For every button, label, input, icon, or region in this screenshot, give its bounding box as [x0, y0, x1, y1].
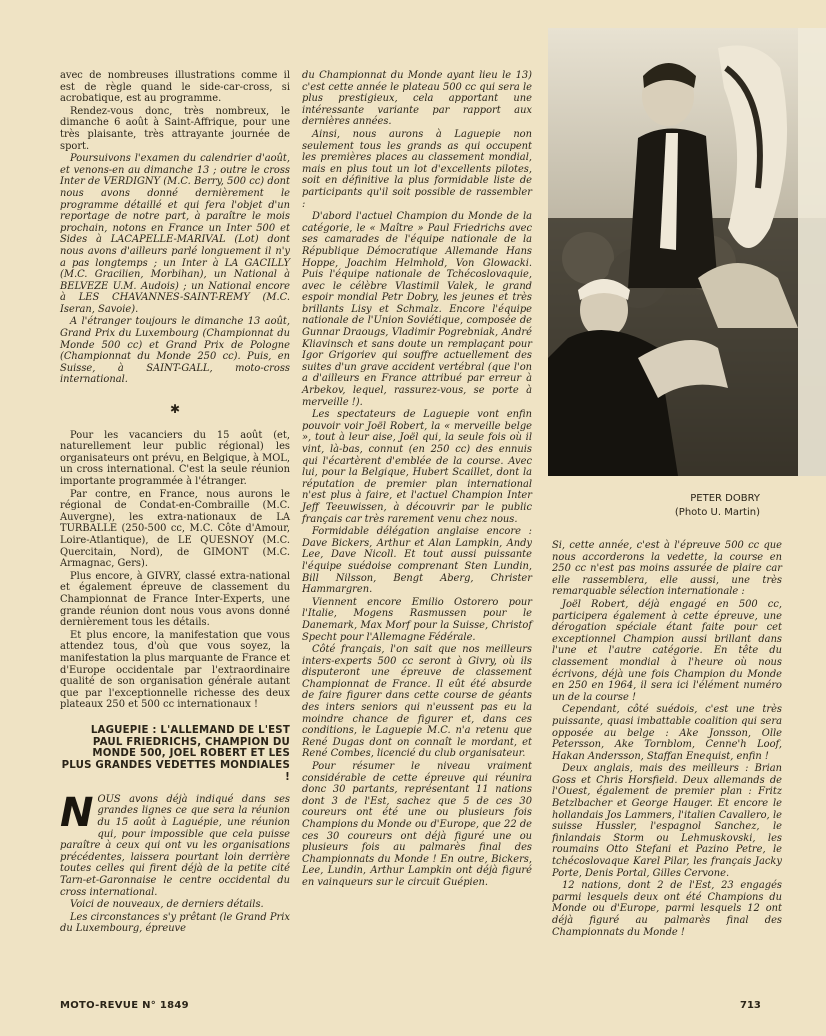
section-headline: LAGUEPIE : L'ALLEMAND DE L'EST PAUL FRIEDRICHS, CHAMPION DU MONDE 500, JOEL ROBERT ET LES PLUS GRANDES VEDETTES MONDIALES !: [61, 724, 290, 784]
paragraph: du Championnat du Monde ayant lieu le 13) c'est cette année le plateau 500 cc qui sera le plus prestigieux, cela apportant une intéressante variante par rapport aux dernières années.: [302, 70, 532, 128]
paragraph: D'abord l'actuel Champion du Monde de la catégorie, le « Maître » Paul Friedrichs avec ses camarades de l'équipe nationale de la République Démocratique Allemande Hans Hoppe, Joachim Helmhold, Von Glowacki. Puis l'équipe nationale de Tchécoslovaquie, avec le célèbre Vlastimil Valek, le grand espoir mondial Petr Dobry, les jeunes et très brillants Lisy et Schmalz. Encore l'équipe nationale de l'Union Soviétique, composée de Gunnar Draougs, Vladimir Pogrebniak, André Kliavinsch et sans doute un remplaçant pour Igor Grigoriev qui souffre actuellement des suites d'un grave accident vertébral (que l'on a d'ailleurs en France attribué par erreur à Arbekov, lequel, rassurez-vous, se porte à merveille !).: [302, 211, 532, 408]
paragraph: Côté français, l'on sait que nos meilleurs inters-experts 500 cc seront à Givry, où ils disputeront une épreuve de classement Championnat de France. Il eût été absurde de faire figurer dans cette course de géants des inters seniors qui n'eussent pas eu la moindre chance de figurer et, dans ces conditions, le Laguepie M.C. n'a retenu que René Dugas dont on connaît le mordant, et René Combes, licencié du club organisateur.: [302, 644, 532, 760]
caption-name: PETER DOBRY: [690, 493, 760, 504]
paragraph: avec de nombreuses illustrations comme il est de règle quand le side-car-cross, si acrobatique, est au programme.: [60, 70, 290, 105]
paragraph: Joël Robert, déjà engagé en 500 cc, participera également à cette épreuve, une dérogation spéciale étant faite pour cet exceptionnel Champion aussi brillant dans l'une et l'autre catégorie. En tête du classement mondial à l'heure où nous écrivons, déjà une fois Champion du Monde en 250 en 1964, il sera ici l'élément numéro un de la course !: [552, 598, 782, 703]
footer-page-number: 713: [740, 1000, 761, 1011]
footer-magazine-issue: MOTO-REVUE N° 1849: [60, 1000, 189, 1011]
article-column-1: [60, 70, 290, 936]
article-column-2: [302, 70, 532, 890]
paragraph: Voici de nouveaux, de derniers détails.: [70, 899, 264, 911]
paragraph: Plus encore, à GIVRY, classé extra-national et également épreuve de classement du Championnat de France Inter-Experts, une grande réunion dont nous vous avons donné dernièrement tous les détails.: [60, 570, 290, 629]
paragraph: [60, 789, 290, 898]
star-separator-icon: ✱: [169, 402, 181, 417]
paragraph: A l'étranger toujours le dimanche 13 août, Grand Prix du Luxembourg (Championnat du Monde 500 cc) et Grand Prix de Pologne (Championnat du Monde 250 cc). Puis, en Suisse, à SAINT-GALL, moto-cross international.: [60, 316, 290, 386]
drop-cap: N: [60, 789, 94, 836]
paragraph: Par contre, en France, nous aurons le régional de Condat-en-Combraille (M.C. Auvergne), les extra-nationaux de LA TURBALLE (250-500 cc, M.C. Côte d'Amour, Loire-Atlantique), de LE QUESNOY (M.C. Quercitain, Nord), de GIMONT (M.C. Armagnac, Gers).: [60, 488, 290, 570]
caption-credit: (Photo U. Martin): [674, 507, 760, 518]
paragraph: Ainsi, nous aurons à Laguepie non seulement tous les grands as qui occupent les premières places au classement mondial, mais en plus tout un lot d'excellents pilotes, soit en définitive la plus formidable liste de participants qu'il soit possible de rassembler :: [302, 128, 532, 210]
paragraph: Si, cette année, c'est à l'épreuve 500 cc que nous accorderons la vedette, la course en 250 cc n'est pas moins assurée de plaire car elle rassemblera, elle aussi, une très remarquable sélection internationale :: [552, 540, 782, 598]
article-column-3: [552, 540, 782, 939]
photo-caption: [620, 492, 760, 520]
photo-image: [548, 28, 826, 476]
paragraph: Rendez-vous donc, très nombreux, le dimanche 6 août à Saint-Affrique, pour une très plaisante, très attrayante journée de sport.: [60, 105, 290, 152]
photo-peter-dobry: [548, 28, 826, 476]
paragraph: Poursuivons l'examen du calendrier d'août, et venons-en au dimanche 13 ; outre le cross Inter de VERDIGNY (M.C. Berry, 500 cc) dont nous avons donné dernièrement le programme détaillé et qui fera l'objet d'un reportage de notre part, à paraître le mois prochain, notons en France un Inter 500 et Sides à LACAPELLE-MARIVAL (Lot) dont nous avons d'ailleurs parlé longuement il n'y a pas longtemps ; un Inter à LA GACILLY (M.C. Gracilien, Morbihan), un National à BELVEZE U.M. Audois) ; un National encore à LES CHAVANNES-SAINT-REMY (M.C. Iseran, Savoie).: [60, 153, 290, 315]
paragraph: Les spectateurs de Laguepie vont enfin pouvoir voir Joël Robert, la « merveille belge », tout à leur aise, Joël qui, la seule fois où il vint, là-bas, connut (en 250 cc) des ennuis qui l'écartèrent d'emblée de la course. Avec lui, pour la Belgique, Hubert Scaillet, dont la réputation de premier plan international n'est plus à faire, et l'actuel Champion Inter Jeff Teeuwissen, à découvrir par le public français car très rarement venu chez nous.: [302, 409, 532, 525]
paragraph: Viennent encore Emilio Ostorero pour l'Italie, Mogens Rasmussen pour le Danemark, Max Morf pour la Suisse, Christof Specht pour l'Allemagne Fédérale.: [302, 596, 532, 643]
paragraph: Les circonstances s'y prêtant (le Grand Prix du Luxembourg, épreuve: [60, 911, 290, 935]
paragraph: Deux anglais, mais des meilleurs : Brian Goss et Chris Horsfield. Deux allemands de l'Ouest, également de premier plan : Fritz Betzlbacher et George Hauger. Et encore le hollandais Jos Lammers, l'italien Cavallero, le suisse Hussler, l'espagnol Sanchez, le finlandais Storm ou Lehmuskovski, les roumains Otto Stefani et Pazino Petre, le tchécoslovaque Karel Pilar, les français Jacky Porte, Denis Portal, Gilles Cervone.: [552, 763, 782, 879]
paragraph-text: OUS avons déjà indiqué dans ses grandes lignes ce que sera la réunion du 15 août à Laguépie, une réunion qui, pour impossible que cela puisse paraître à ceux qui ont vu les organisations précédentes, laissera pourtant loin derrière toutes celles qui firent déjà de la petite cité Tarn-et-Garonnaise le centre occidental du cross international.: [60, 793, 290, 898]
paragraph: Et plus encore, la manifestation que vous attendez tous, d'où que vous soyez, la manifestation la plus marquante de France et d'Europe occidentale par l'extraordinaire qualité de son organisation générale autant que par l'exceptionnelle richesse des deux plateaux 250 et 500 cc internationaux !: [60, 629, 290, 711]
paragraph: 12 nations, dont 2 de l'Est, 23 engagés parmi lesquels deux ont été Champions du Monde ou d'Europe, parmi lesquels 12 ont déjà figuré au palmarès final des Championnats du Monde !: [552, 880, 782, 938]
paragraph: Formidable délégation anglaise encore : Dave Bickers, Arthur et Alan Lampkin, Andy Lee, Dave Nicoll. Et tout aussi puissante l'équipe suédoise comprenant Sten Lundin, Bill Nilsson, Bengt Aberg, Christer Hammargren.: [302, 526, 532, 596]
paragraph: Pour résumer le niveau vraiment considérable de cette épreuve qui réunira donc 30 partants, représentant 11 nations dont 3 de l'Est, sachez que 5 de ces 30 coureurs ont été une ou plusieurs fois Champions du Monde ou d'Europe, que 22 de ces 30 coureurs ont déjà figuré une ou plusieurs fois au palmarès final des Championnats du Monde ! En outre, Bickers, Lee, Lundin, Arthur Lampkin ont déjà figuré en vainqueurs sur le circuit Guépien.: [302, 761, 532, 888]
paragraph: Cependant, côté suédois, c'est une très puissante, quasi imbattable coalition qui sera opposée au belge : Ake Jonsson, Olle Petersson, Ake Tornblom, Cenne'h Loof, Hakan Andersson, Staffan Enequist, enfin !: [552, 704, 782, 762]
paragraph: Pour les vacanciers du 15 août (et, naturellement leur public régional) les organisateurs ont prévu, en Belgique, à MOL, un cross international. C'est la seule réunion importante programmée à l'étranger.: [60, 429, 290, 487]
